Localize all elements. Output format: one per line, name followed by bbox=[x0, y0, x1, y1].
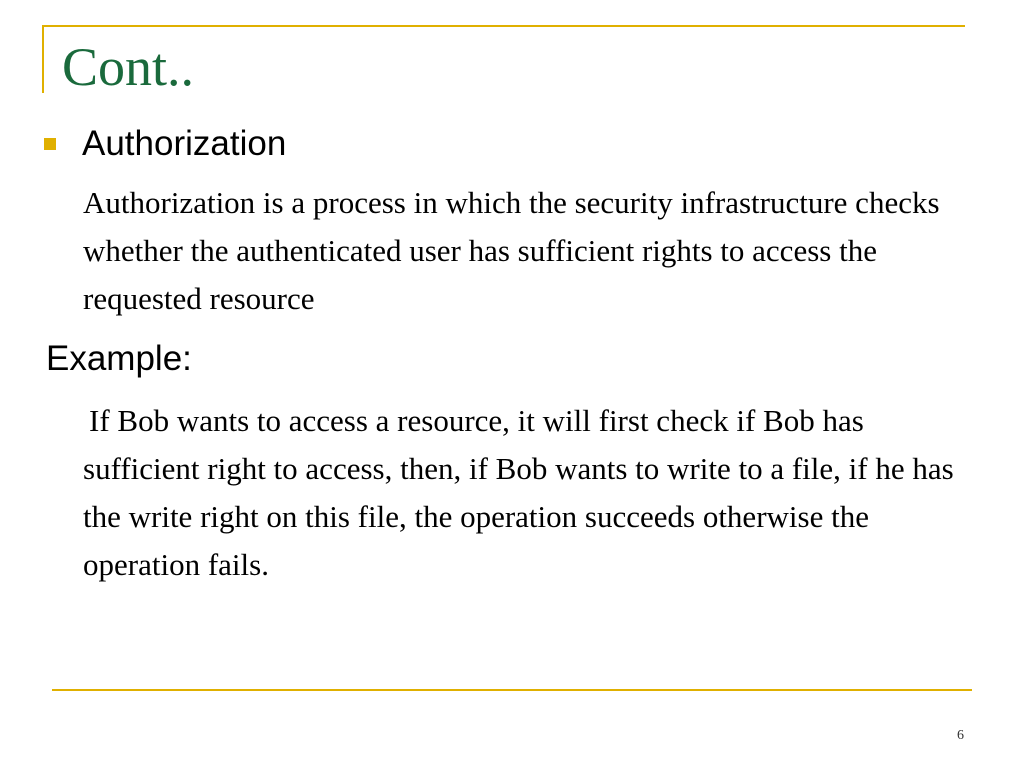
bullet-heading: Authorization bbox=[82, 124, 287, 163]
left-accent-line bbox=[42, 25, 44, 93]
top-accent-line bbox=[42, 25, 965, 27]
example-heading: Example: bbox=[46, 339, 192, 378]
slide-title: Cont.. bbox=[62, 37, 195, 97]
example-paragraph: If Bob wants to access a resource, it will first check if Bob has sufficient right to access, then, if Bob wants to write to a file, if he has the write right on this file, the operation succeeds otherwise the operation fails. bbox=[83, 403, 954, 582]
footer-accent-line bbox=[52, 689, 972, 691]
bullet-authorization bbox=[44, 122, 286, 166]
page-number: 6 bbox=[957, 728, 964, 743]
authorization-paragraph: Authorization is a process in which the security infrastructure checks whether the authenticated user has sufficient rights to access the requested resource bbox=[83, 185, 940, 316]
bullet-square-icon bbox=[44, 138, 56, 150]
